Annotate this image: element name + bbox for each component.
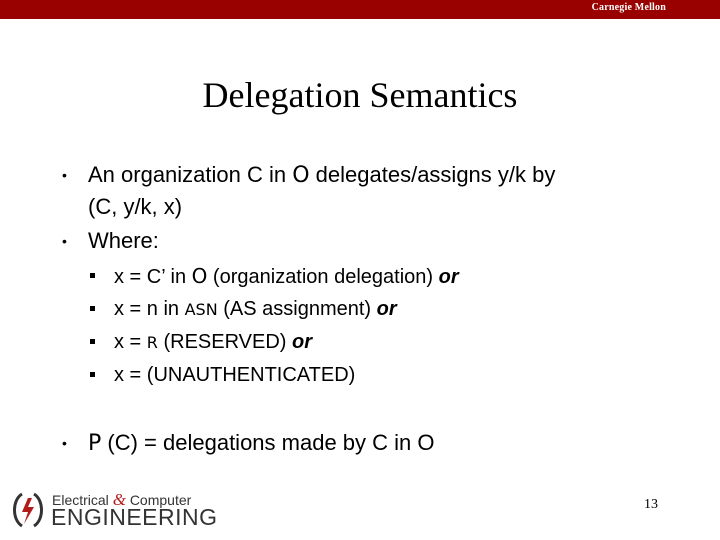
bullet-dot: • [62, 233, 67, 249]
square-bullet [90, 306, 95, 311]
keyword-or: or [292, 331, 313, 353]
sub-bullet-reserved [114, 325, 312, 360]
symbol-asn: ASN [184, 300, 218, 319]
logo-text-line1: Electrical & Computer [52, 490, 192, 509]
page-number: 13 [644, 497, 658, 512]
sub-text: x = n in [114, 298, 185, 320]
sub-text: x = (UNAUTHENTICATED) [114, 364, 356, 386]
square-bullet [90, 339, 95, 344]
bullet-dot: • [62, 167, 67, 183]
keyword-or: or [376, 298, 397, 320]
sub-text: (AS assignment) [217, 298, 377, 320]
slide-title: Delegation Semantics [202, 75, 518, 115]
square-bullet [90, 273, 95, 278]
sub-text: (organization delegation) [207, 266, 439, 288]
bullet-organization-line2 [88, 191, 182, 223]
sub-text: x = [114, 331, 147, 353]
symbol-o: O [191, 264, 208, 288]
symbol-o: O [292, 163, 310, 188]
bullet-text: (C) = delegations made by C in O [101, 430, 435, 455]
bullet-text: (C, y/k, x) [88, 194, 183, 219]
keyword-or: or [438, 266, 459, 288]
symbol-p: P [88, 431, 102, 456]
square-bullet [90, 372, 95, 377]
bullet-text: An organization C in [88, 162, 293, 187]
ece-logo [8, 490, 218, 530]
header-bar [0, 0, 720, 19]
ece-emblem-icon [8, 490, 48, 530]
bullet-organization [62, 159, 556, 192]
bullet-text: Where: [88, 228, 159, 253]
bullet-text: delegates/assigns y/k by [309, 162, 556, 187]
sub-text: x = C’ in [114, 266, 192, 288]
sub-text: (RESERVED) [157, 331, 293, 353]
sub-bullet-unauthenticated [114, 358, 355, 392]
university-logo-text: Carnegie Mellon [591, 2, 666, 13]
sub-bullet-as-assignment [114, 292, 397, 327]
logo-text-line2: ENGINEERING [51, 504, 218, 530]
symbol-r: R [146, 333, 158, 352]
bullet-delegations-function [62, 427, 435, 460]
bullet-where [62, 225, 159, 257]
sub-bullet-org-delegation [114, 259, 459, 294]
bullet-dot: • [62, 435, 67, 451]
